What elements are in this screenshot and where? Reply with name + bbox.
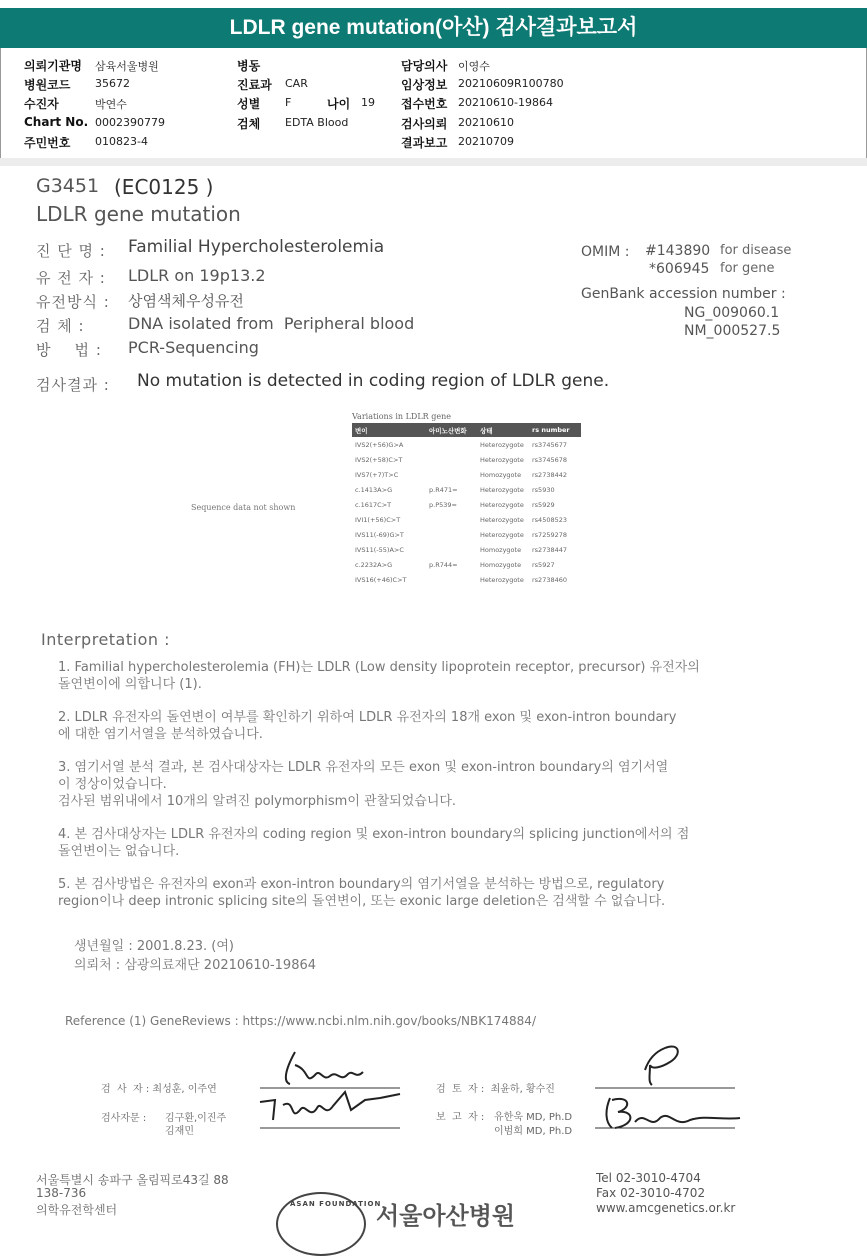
inheritance-value: 상염색체우성유전 — [128, 292, 244, 310]
interpretation-line: 5. 본 검사방법은 유전자의 exon과 exon-intron boundary의 염기서열을 분석하는 방법으로, regulatory — [58, 877, 665, 892]
reference: Reference (1) GeneReviews : https://www.ncbi.nlm.nih.gov/books/NBK174884/ — [65, 1014, 536, 1028]
asan-seal-logo — [276, 1192, 382, 1256]
table-cell — [426, 467, 477, 482]
omim-gene-note: for gene — [720, 261, 775, 276]
genbank-id: NM_000527.5 — [684, 323, 781, 339]
info-value: 20210609R100780 — [458, 77, 564, 90]
gene-value: LDLR on 19p13.2 — [128, 266, 266, 285]
footer-fax: Fax 02-3010-4702 — [596, 1186, 706, 1200]
sequence-note: Sequence data not shown — [191, 503, 296, 512]
info-label: 검사의뢰 — [401, 117, 448, 131]
age-label: 나이 — [327, 97, 351, 111]
column-header: 변이 — [352, 423, 426, 437]
interpretation-line: 이 정상이었습니다. — [58, 777, 167, 792]
test-name: LDLR gene mutation — [36, 202, 241, 226]
info-label: 진료과 — [237, 78, 272, 92]
table-cell: Heterozygote — [480, 485, 524, 494]
table-cell: rs2738460 — [532, 575, 568, 584]
hospital-name: 서울아산병원 — [376, 1202, 516, 1230]
examiner-assist-label: 검사자문 : — [101, 1113, 147, 1124]
interpretation-title: Interpretation : — [41, 630, 170, 649]
table-row — [352, 452, 581, 467]
table-cell: rs5927 — [532, 560, 555, 569]
test-ec-code: (EC0125 ) — [114, 175, 214, 199]
omim-gene-id: *606945 — [649, 261, 710, 277]
info-label: 수진자 — [24, 97, 59, 111]
table-cell: Heterozygote — [480, 530, 524, 539]
column-header: 아미노산변화 — [426, 423, 477, 437]
footer-center: 의학유전학센터 — [36, 1203, 118, 1217]
info-value: 010823-4 — [95, 135, 148, 148]
info-label: 의뢰기관명 — [24, 59, 82, 73]
table-cell: p.R471= — [429, 485, 458, 494]
table-cell: IVS2(+56)G>A — [355, 440, 404, 449]
interpretation-item — [58, 709, 838, 743]
specimen-value: DNA isolated from Peripheral blood — [128, 314, 415, 333]
birth-date: 생년월일 : 2001.8.23. (여) — [74, 939, 235, 954]
interpretation-line: region이나 deep intronic splicing site의 돌연변이, 또는 exonic large deletion은 검색할 수 없습니다. — [58, 894, 666, 909]
table-cell: Homozygote — [480, 560, 522, 569]
info-label: 임상정보 — [401, 78, 448, 92]
info-label: 결과보고 — [401, 136, 448, 150]
table-cell: IVS11(-55)A>C — [355, 545, 404, 554]
table-row — [352, 482, 581, 497]
info-label: 주민번호 — [24, 136, 71, 150]
variations-body — [352, 437, 581, 587]
result-text: No mutation is detected in coding region of LDLR gene. — [137, 371, 610, 391]
interpretation-item — [58, 876, 838, 910]
report-title: LDLR gene mutation(아산) 검사결과보고서 — [0, 8, 867, 48]
table-row — [352, 557, 581, 572]
table-cell: Homozygote — [480, 545, 522, 554]
table-cell: Heterozygote — [480, 440, 524, 449]
seal-text: ASAN FOUNDATION — [290, 1200, 382, 1208]
field-label: 유 전 자 : — [36, 269, 106, 287]
field-label: 검 체 : — [36, 317, 85, 335]
table-cell: rs3745678 — [532, 455, 568, 464]
info-label: 병원코드 — [24, 78, 71, 92]
reporter-name: 유한욱 MD, Ph.D — [494, 1112, 573, 1123]
footer-tel: Tel 02-3010-4704 — [596, 1171, 701, 1185]
table-row — [352, 527, 581, 542]
info-value: 35672 — [95, 77, 130, 90]
interpretation-line: 돌연변이는 없습니다. — [58, 844, 180, 859]
section-separator — [0, 158, 867, 166]
table-cell — [426, 437, 477, 452]
table-cell: IVS16(+46)C>T — [355, 575, 407, 584]
table-cell: Heterozygote — [480, 500, 524, 509]
info-value: 삼육서울병원 — [95, 60, 159, 73]
column-header: 상태 — [477, 423, 529, 437]
omim-label: OMIM : — [581, 244, 630, 260]
interpretation-line: 2. LDLR 유전자의 돌연변이 여부를 확인하기 위하여 LDLR 유전자의 18개 exon 및 exon-intron boundary — [58, 710, 677, 725]
age-value: 19 — [361, 96, 375, 109]
table-row — [352, 572, 581, 587]
table-cell: c.1413A>G — [355, 485, 393, 494]
result-label: 검사결과 : — [36, 376, 110, 394]
interpretation-line: 4. 본 검사대상자는 LDLR 유전자의 coding region 및 exon-intron boundary의 splicing junction에서의 점 — [58, 827, 690, 842]
table-cell: Heterozygote — [480, 515, 524, 524]
info-value: 0002390779 — [95, 116, 165, 129]
variations-title: Variations in LDLR gene — [352, 412, 451, 421]
table-row — [352, 467, 581, 482]
table-header-row — [352, 423, 581, 437]
table-cell: IVS7(+7)T>C — [355, 470, 399, 479]
table-cell: IVS2(+58)C>T — [355, 455, 403, 464]
interpretation-item — [58, 826, 838, 860]
interpretation-line: 3. 염기서열 분석 결과, 본 검사대상자는 LDLR 유전자의 모든 exon 및 exon-intron boundary의 염기서열 — [58, 760, 669, 775]
interpretation-line: 검사된 범위내에서 10개의 알려진 polymorphism이 관찰되었습니다. — [58, 794, 457, 809]
reviewer-signature — [590, 1040, 750, 1135]
interpretation-item — [58, 659, 838, 693]
info-label: 병동 — [237, 59, 261, 73]
variations-table — [352, 423, 581, 587]
examiner-assist-name: 김재민 — [165, 1126, 194, 1137]
table-cell: rs5929 — [532, 500, 555, 509]
table-cell: rs3745677 — [532, 440, 568, 449]
table-cell: rs5930 — [532, 485, 555, 494]
diagnosis-value: Familial Hypercholesterolemia — [128, 237, 385, 257]
info-value: 이영수 — [458, 60, 490, 73]
field-label: 유전방식 : — [36, 293, 110, 311]
omim-disease-note: for disease — [720, 243, 792, 258]
interpretation-line: 에 대한 염기서열을 분석하였습니다. — [58, 727, 263, 742]
table-cell: Homozygote — [480, 470, 522, 479]
table-cell: rs2738447 — [532, 545, 568, 554]
table-cell: rs4508523 — [532, 515, 568, 524]
reviewer: 검 토 자 : 최윤하, 황수진 — [436, 1084, 555, 1095]
info-value: F — [285, 96, 292, 109]
table-cell: IVI1(+56)C>T — [355, 515, 401, 524]
info-value: 20210610-19864 — [458, 96, 553, 109]
info-label: 검체 — [237, 117, 261, 131]
table-cell — [426, 572, 477, 587]
info-label: 접수번호 — [401, 97, 448, 111]
examiner-signature — [255, 1040, 415, 1135]
table-cell: Heterozygote — [480, 455, 524, 464]
table-cell — [426, 542, 477, 557]
table-cell: IVS11(-69)G>T — [355, 530, 404, 539]
table-cell — [426, 452, 477, 467]
table-cell: p.R744= — [429, 560, 458, 569]
field-label: 진 단 명 : — [36, 242, 106, 260]
footer-postcode: 138-736 — [36, 1186, 87, 1200]
info-label: Chart No. — [24, 115, 89, 129]
table-cell: c.2232A>G — [355, 560, 393, 569]
table-row — [352, 497, 581, 512]
info-label: 성별 — [237, 97, 261, 111]
reporter-name: 이범희 MD, Ph.D — [494, 1126, 573, 1137]
info-value: 20210610 — [458, 116, 514, 129]
column-header: rs number — [529, 423, 581, 437]
table-row — [352, 542, 581, 557]
interpretation-list — [58, 659, 838, 926]
info-value: 박연수 — [95, 98, 127, 111]
table-cell: c.1617C>T — [355, 500, 392, 509]
info-value: CAR — [285, 77, 308, 90]
test-code: G3451 — [36, 175, 100, 197]
info-value: 20210709 — [458, 135, 514, 148]
requester: 의뢰처 : 삼광의료재단 20210610-19864 — [74, 958, 317, 973]
info-value: EDTA Blood — [285, 116, 349, 129]
table-row — [352, 512, 581, 527]
table-cell: Heterozygote — [480, 575, 524, 584]
table-cell: p.P539= — [429, 500, 457, 509]
interpretation-item — [58, 759, 838, 810]
table-cell — [426, 512, 477, 527]
genbank-id: NG_009060.1 — [684, 305, 780, 321]
examiner: 검 사 자 : 최성훈, 이주연 — [101, 1084, 217, 1095]
table-row — [352, 437, 581, 452]
genbank-label: GenBank accession number : — [581, 286, 786, 302]
table-cell: rs2738442 — [532, 470, 568, 479]
interpretation-line: 돌연변이에 의합니다 (1). — [58, 677, 202, 692]
method-value: PCR-Sequencing — [128, 338, 259, 357]
reporter-label: 보 고 자 : — [436, 1112, 485, 1123]
interpretation-line: 1. Familial hypercholesterolemia (FH)는 LDLR (Low density lipoprotein receptor, precursor) 유전자의 — [58, 660, 700, 675]
table-cell — [426, 527, 477, 542]
footer-address: 서울특별시 송파구 올림픽로43길 88 — [36, 1173, 229, 1187]
info-label: 담당의사 — [401, 59, 448, 73]
field-label: 방 법 : — [36, 341, 102, 359]
table-cell: rs7259278 — [532, 530, 568, 539]
omim-disease-id: #143890 — [645, 243, 711, 259]
footer-website[interactable]: www.amcgenetics.or.kr — [596, 1201, 736, 1215]
examiner-assist-name: 김구환,이진주 — [165, 1113, 227, 1124]
